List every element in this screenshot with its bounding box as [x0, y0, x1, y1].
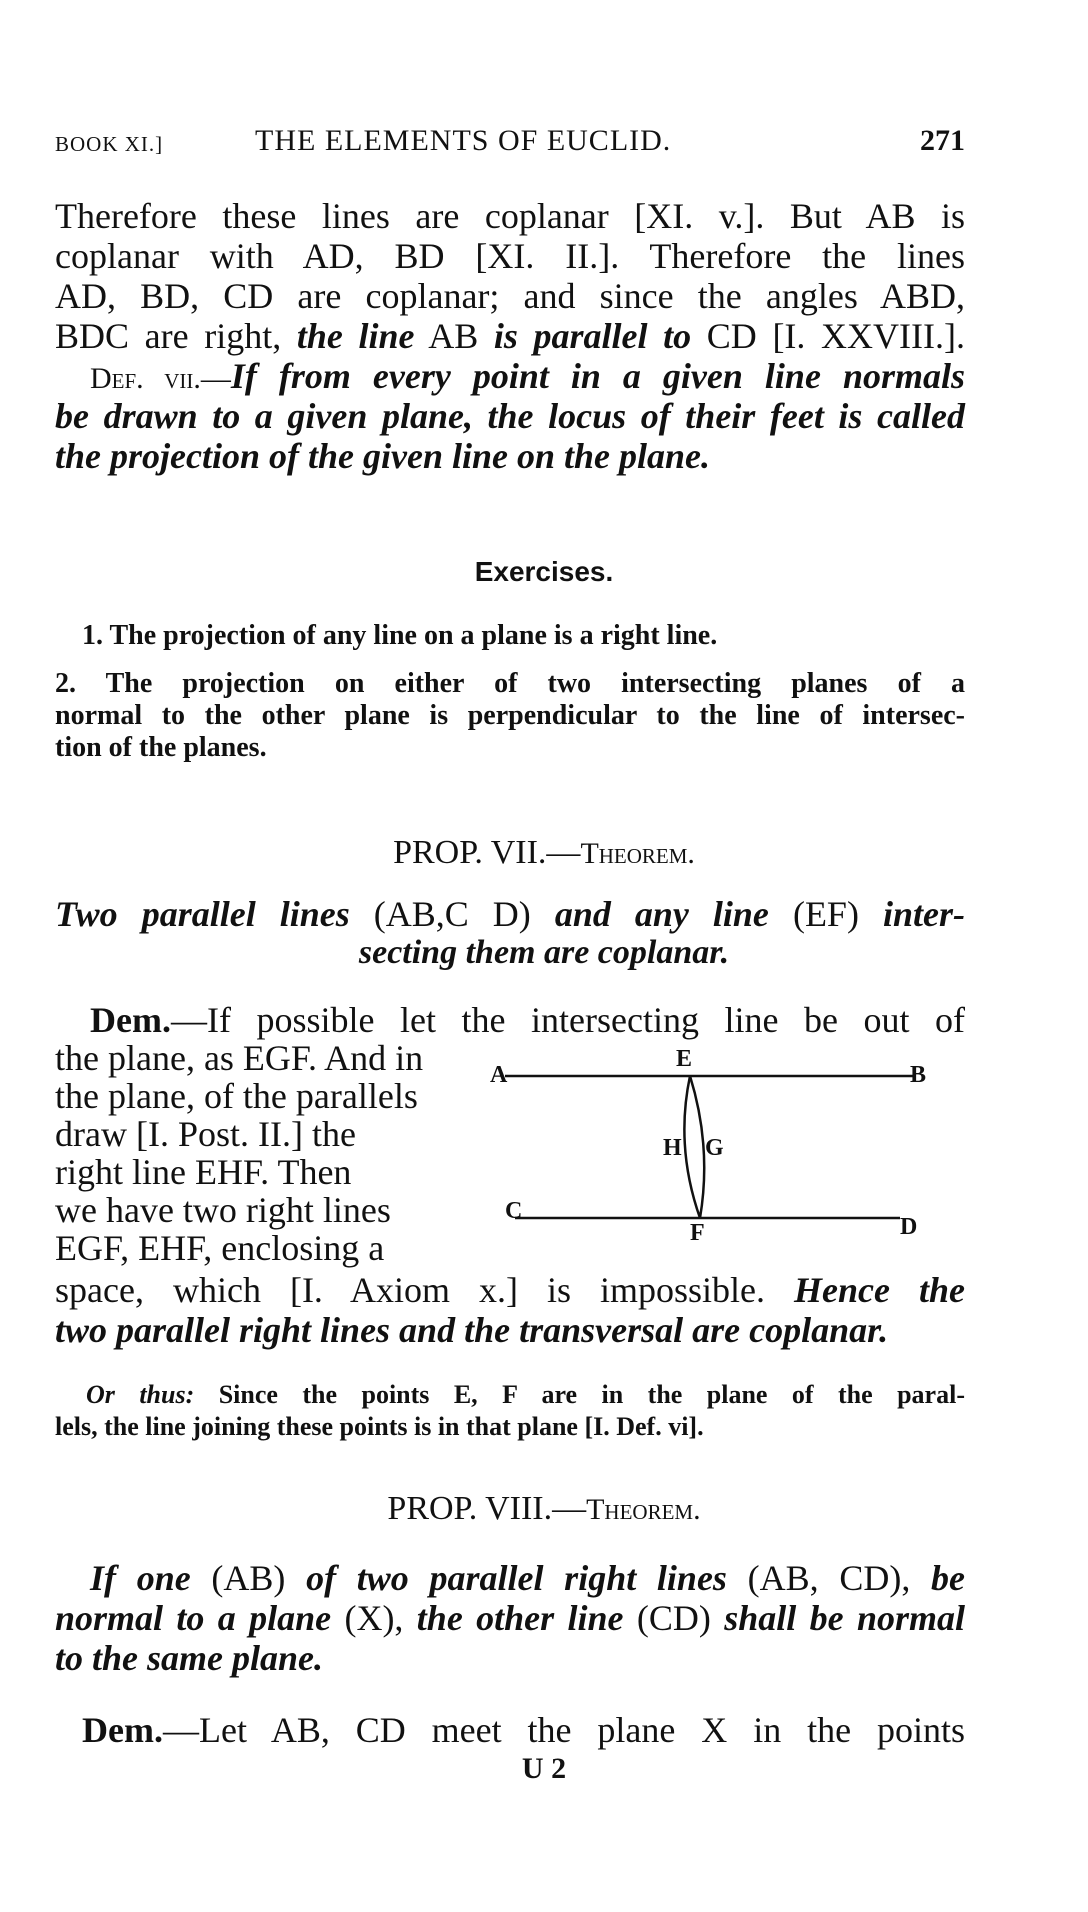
exercise-1: 1. The projection of any line on a plane is a right line. — [82, 620, 718, 651]
prop-8-statement-line — [90, 1558, 965, 1598]
text-span-italic: If one — [90, 1558, 191, 1598]
exercise-2-line: 2. The projection on either of two intersecting planes of a — [55, 668, 965, 699]
text-span: (AB,C D) — [349, 894, 555, 934]
page-number: 271 — [920, 124, 965, 157]
text-line: AD, BD, CD are coplanar; and since the angles ABD, — [55, 276, 965, 316]
text-span: (X), — [331, 1598, 417, 1638]
text-span-italic: inter- — [882, 894, 965, 934]
signature-mark: U 2 — [521, 1752, 567, 1785]
prop-8-title — [0, 1490, 1088, 1528]
definition-line: the projection of the given line on the plane. — [55, 436, 710, 476]
text-span: Since the points E, F are in the plane of the paral- — [194, 1380, 965, 1409]
dem-line — [82, 1710, 965, 1750]
text-span: CD [I. XXVIII.]. — [691, 316, 966, 356]
prop-8-statement-line: to the same plane. — [55, 1638, 323, 1678]
definition-line — [90, 356, 965, 399]
text-span-italic: the other line — [416, 1598, 624, 1638]
text-span: (EF) — [768, 894, 883, 934]
text-span-italic: Hence the — [794, 1270, 966, 1310]
dem-label: Dem. — [82, 1710, 163, 1750]
dem-line: we have two right lines — [55, 1190, 391, 1230]
text-span-italic: of two parallel right lines — [306, 1558, 727, 1598]
text-span-italic: is parallel to — [493, 316, 692, 356]
exercises-heading: Exercises. — [474, 556, 614, 587]
text-span-italic: be — [931, 1558, 966, 1598]
label-a: A — [490, 1062, 508, 1088]
text-line: coplanar with AD, BD [XI. II.]. Therefore the lines — [55, 236, 965, 276]
text-span-italic: normal to a plane — [55, 1598, 332, 1638]
label-b: B — [910, 1062, 927, 1088]
text-span: (CD) — [623, 1598, 725, 1638]
prop-title-text: PROP. VII.— — [393, 834, 581, 871]
or-thus-label: Or thus: — [86, 1380, 195, 1409]
text-span: BDC are right, — [55, 316, 297, 356]
definition-line: be drawn to a given plane, the locus of their feet is called — [55, 396, 965, 436]
text-span-italic: Two parallel lines — [55, 894, 350, 934]
label-e: E — [676, 1046, 693, 1072]
curve-ehf — [684, 1076, 700, 1218]
prop-7-statement-line: secting them are coplanar. — [358, 934, 730, 971]
prop-7-statement-line — [55, 894, 965, 934]
text-span-italic: and any line — [554, 894, 769, 934]
prop-7-title — [0, 834, 1088, 872]
label-c: C — [505, 1198, 523, 1224]
definition-label: Def. vii.— — [90, 362, 231, 395]
label-d: D — [900, 1214, 918, 1240]
prop-title-text: PROP. VIII.— — [387, 1490, 587, 1527]
dem-line: the plane, as EGF. And in — [55, 1038, 424, 1078]
parallel-lines-figure — [490, 1040, 950, 1240]
exercise-2-line: normal to the other plane is perpendicular to the line of intersec- — [55, 700, 965, 731]
prop-title-theorem: Theorem. — [586, 1493, 701, 1526]
text-span: —Let AB, CD meet the plane X in the points — [162, 1710, 965, 1750]
dem-line: two parallel right lines and the transversal are coplanar. — [55, 1310, 889, 1350]
dem-line: right line EHF. Then — [55, 1152, 352, 1192]
running-header — [55, 124, 965, 164]
prop-8-statement-line — [55, 1598, 965, 1638]
book-label: BOOK XI.] — [55, 132, 164, 156]
or-thus-line — [86, 1380, 965, 1410]
text-span: AB — [414, 316, 494, 356]
text-line — [55, 316, 965, 356]
text-span: (AB, CD), — [726, 1558, 932, 1598]
dem-line: EGF, EHF, enclosing a — [55, 1228, 385, 1268]
text-span-italic: shall be normal — [724, 1598, 965, 1638]
dem-label: Dem. — [90, 1000, 171, 1040]
text-span: space, which [I. Axiom x.] is impossible. — [55, 1270, 795, 1310]
label-f: F — [690, 1220, 705, 1240]
dem-line: the plane, of the parallels — [55, 1076, 418, 1116]
exercise-2-line: tion of the planes. — [55, 732, 267, 763]
page-header-title: THE ELEMENTS OF EUCLID. — [255, 124, 672, 157]
or-thus-line: lels, the line joining these points is in that plane [I. Def. vi]. — [55, 1412, 704, 1441]
label-h: H — [663, 1135, 682, 1161]
label-g: G — [705, 1135, 724, 1161]
dem-line: draw [I. Post. II.] the — [55, 1114, 356, 1154]
text-span-italic: the line — [296, 316, 415, 356]
text-line: Therefore these lines are coplanar [XI. v.]. But AB is — [55, 196, 965, 236]
prop-title-theorem: Theorem. — [580, 837, 695, 870]
dem-line — [55, 1270, 965, 1310]
text-span: —If possible let the intersecting line be out of — [170, 1000, 965, 1040]
text-span: (AB) — [190, 1558, 307, 1598]
definition-text: If from every point in a given line normals — [230, 356, 965, 396]
dem-line — [90, 1000, 965, 1040]
